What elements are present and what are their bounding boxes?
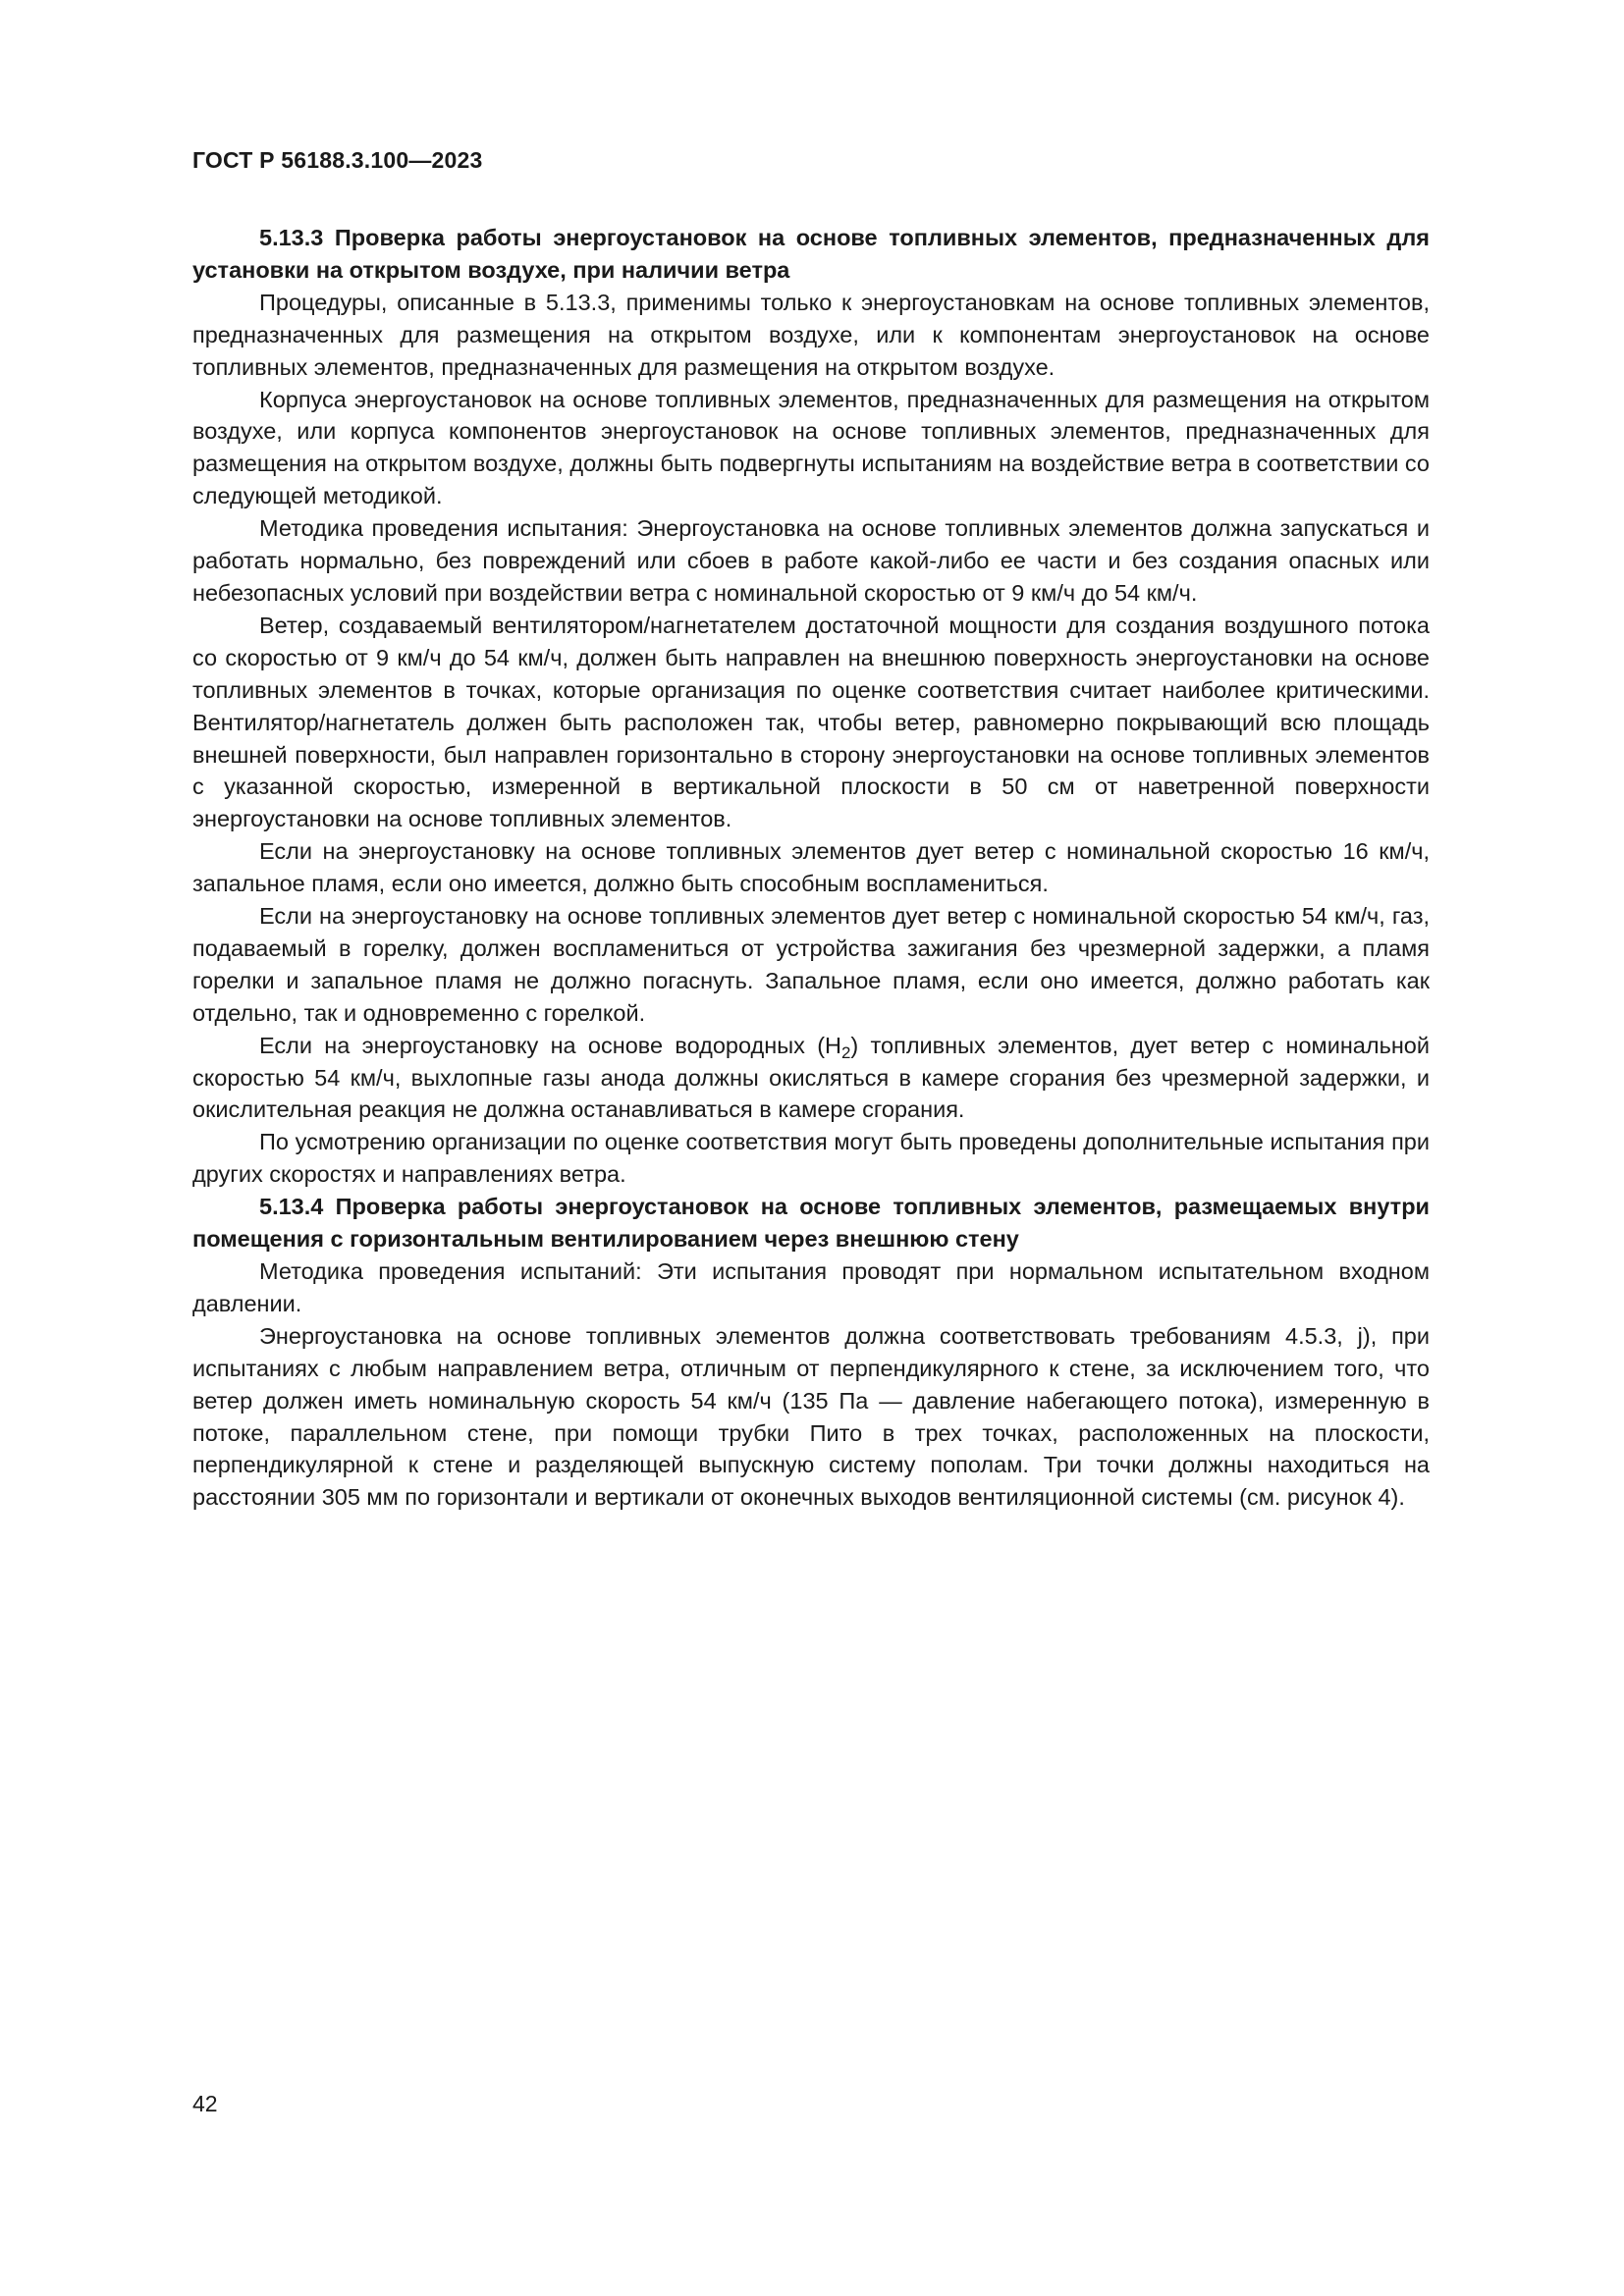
paragraph: По усмотрению организации по оценке соответствия могут быть проведены дополнительные испытания при других скоростях и направлениях ветра. (192, 1129, 1430, 1188)
subscript: 2 (841, 1042, 851, 1062)
text-run: Если на энергоустановку на основе водородных (H (259, 1032, 841, 1058)
document-header: ГОСТ Р 56188.3.100—2023 (192, 147, 483, 173)
document-body (192, 222, 1430, 1514)
paragraph: Если на энергоустановку на основе топливных элементов дует ветер с номинальной скоростью 54 км/ч, газ, подаваемый в горелку, должен воспламениться от устройства зажигания без чрезмерной задержки, а пламя горелки и запальное пламя не должно погаснуть. Запальное пламя, если оно имеется, должно работать как отдельно, так и одновременно с горелкой. (192, 903, 1430, 1026)
paragraph: Корпуса энергоустановок на основе топливных элементов, предназначенных для размещения на открытом воздухе, или корпуса компонентов энергоустановок на основе топливных элементов, предназначенных для размещения на открытом воздухе, должны быть подвергнуты испытаниям на воздействие ветра в соответствии со следующей методикой. (192, 386, 1430, 509)
paragraph: Энергоустановка на основе топливных элементов должна соответствовать требованиям 4.5.3, j), при испытаниях с любым направлением ветра, отличным от перпендикулярного к стене, за исключением того, что ветер должен иметь номинальную скорость 54 км/ч (135 Па — давление набегающего потока), измеренную в потоке, параллельном стене, при помощи трубки Пито в трех точках, расположенных на плоскости, перпендикулярной к стене и разделяющей выпускную систему пополам. Три точки должны находиться на расстоянии 305 мм по горизонтали и вертикали от оконечных выходов вентиляционной системы (см. рисунок 4). (192, 1322, 1430, 1511)
paragraph: Ветер, создаваемый вентилятором/нагнетателем достаточной мощности для создания воздушного потока со скоростью от 9 км/ч до 54 км/ч, должен быть направлен на внешнюю поверхность энергоустановки на основе топливных элементов в точках, которые организация по оценке соответствия считает наиболее критическими. Вентилятор/нагнетатель должен быть расположен так, чтобы ветер, равномерно покрывающий всю площадь внешней поверхности, был направлен горизонтально в сторону энергоустановки на основе топливных элементов с указанной скоростью, измеренной в вертикальной плоскости в 50 см от наветренной поверхности энергоустановки на основе топливных элементов. (192, 612, 1430, 832)
page-number: 42 (192, 2091, 218, 2116)
paragraph: Методика проведения испытаний: Эти испытания проводят при нормальном испытательном входном давлении. (192, 1258, 1430, 1316)
paragraph: Процедуры, описанные в 5.13.3, применимы только к энергоустановкам на основе топливных элементов, предназначенных для размещения на открытом воздухе, или к компонентам энергоустановок на основе топливных элементов, предназначенных для размещения на открытом воздухе. (192, 289, 1430, 380)
text-run: ) топливных элементов, дует ветер с номинальной скоростью 54 км/ч, выхлопные газы анода должны окисляться в камере сгорания без чрезмерной задержки, и окислительная реакция не должна останавливаться в камере сгорания. (192, 1032, 1430, 1123)
paragraph-hydrogen (192, 1030, 1430, 1127)
paragraph: Методика проведения испытания: Энергоустановка на основе топливных элементов должна запускаться и работать нормально, без повреждений или сбоев в работе какой-либо ее части и без создания опасных или небезопасных условий при воздействии ветра с номинальной скоростью от 9 км/ч до 54 км/ч. (192, 515, 1430, 606)
section-heading-5-13-4: 5.13.4 Проверка работы энергоустановок на основе топливных элементов, размещаемых внутри помещения с горизонтальным вентилированием через внешнюю стену (192, 1194, 1430, 1253)
paragraph: Если на энергоустановку на основе топливных элементов дует ветер с номинальной скоростью 16 км/ч, запальное пламя, если оно имеется, должно быть способным воспламениться. (192, 838, 1430, 897)
section-heading-5-13-3: 5.13.3 Проверка работы энергоустановок на основе топливных элементов, предназначенных для установки на открытом воздухе, при наличии ветра (192, 225, 1430, 283)
